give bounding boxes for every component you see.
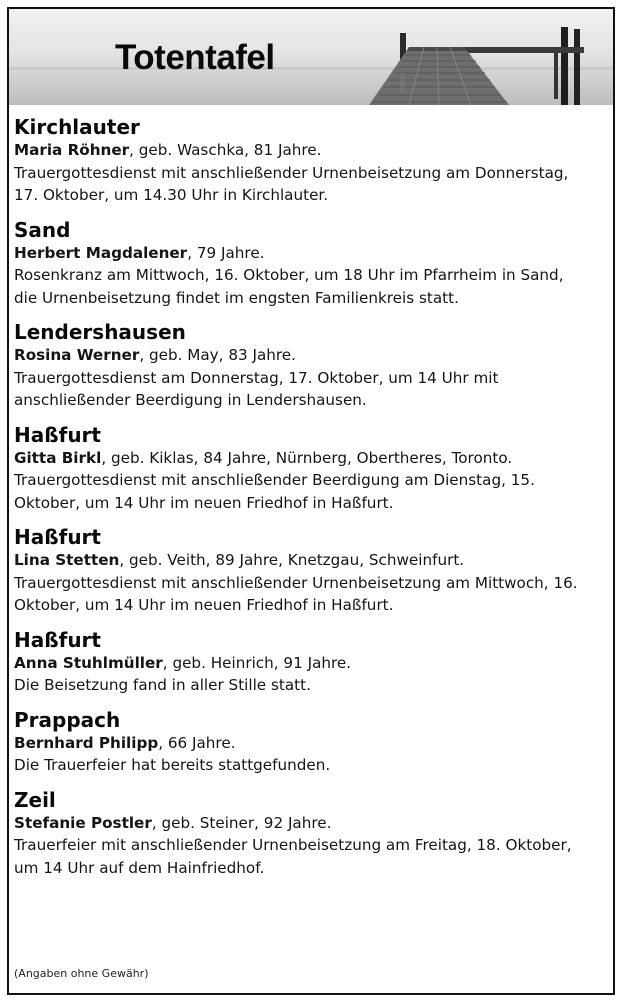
place-heading: Prappach <box>14 707 121 732</box>
obituary-entry <box>14 525 610 617</box>
obituary-entry <box>14 628 610 697</box>
service-info: die Urnenbeisetzung findet im engsten Familienkreis statt. <box>14 288 459 307</box>
obituary-entry <box>14 115 610 207</box>
service-info: Trauergottesdienst mit anschließender Beerdigung am Dienstag, 15. <box>14 471 535 489</box>
obituary-entry <box>14 218 610 310</box>
service-info: Trauergottesdienst mit anschließender Urnenbeisetzung am Mittwoch, 16. <box>14 573 578 592</box>
place-heading: Kirchlauter <box>14 115 140 139</box>
person-details: , geb. Waschka, 81 Jahre. <box>129 141 322 159</box>
person-name: Rosina Werner <box>14 346 140 364</box>
person-line <box>14 812 610 835</box>
person-name: Bernhard Philipp <box>14 733 159 752</box>
obituary-entry <box>14 788 610 880</box>
service-info: Oktober, um 14 Uhr im neuen Friedhof in Haßfurt. <box>14 493 394 512</box>
place-heading: Haßfurt <box>14 525 101 549</box>
person-line <box>14 139 610 162</box>
obituary-entry <box>14 708 610 777</box>
service-info: um 14 Uhr auf dem Hainfriedhof. <box>14 858 265 877</box>
lake-jetty-photo <box>9 9 613 105</box>
obituary-board <box>7 7 615 995</box>
person-details: , geb. Kiklas, 84 Jahre, Nürnberg, Obertheres, Toronto. <box>101 448 513 467</box>
place-heading: Zeil <box>14 787 56 812</box>
person-name: Gitta Birkl <box>14 448 102 467</box>
place-heading: Haßfurt <box>14 422 101 447</box>
person-details: , geb. Steiner, 92 Jahre. <box>151 813 332 832</box>
person-details: , 66 Jahre. <box>158 733 236 752</box>
service-info: Trauergottesdienst mit anschließender Urnenbeisetzung am Donnerstag, <box>14 163 569 182</box>
place-heading: Haßfurt <box>14 627 101 652</box>
person-name: Stefanie Postler <box>14 813 152 832</box>
person-line <box>14 732 610 755</box>
obituary-list <box>14 115 610 890</box>
person-name: Lina Stetten <box>14 551 120 569</box>
place-heading: Lendershausen <box>14 320 186 344</box>
service-info: Die Beisetzung fand in aller Stille statt. <box>14 676 311 694</box>
service-info: Trauerfeier mit anschließender Urnenbeisetzung am Freitag, 18. Oktober, <box>14 836 572 854</box>
page-title: Totentafel <box>115 38 275 77</box>
service-info: 17. Oktober, um 14.30 Uhr in Kirchlauter. <box>14 186 329 204</box>
person-line <box>14 652 610 675</box>
header-banner <box>9 9 613 105</box>
place-heading: Sand <box>14 217 71 242</box>
person-name: Maria Röhner <box>14 141 130 159</box>
service-info: Die Trauerfeier hat bereits stattgefunden. <box>14 756 331 774</box>
person-line <box>14 447 610 470</box>
person-line <box>14 549 610 572</box>
person-details: , 79 Jahre. <box>187 243 265 262</box>
service-info: Trauergottesdienst am Donnerstag, 17. Oktober, um 14 Uhr mit <box>14 368 499 387</box>
person-details: , geb. Heinrich, 91 Jahre. <box>162 653 352 672</box>
person-name: Herbert Magdalener <box>14 243 188 262</box>
obituary-entry <box>14 320 610 412</box>
service-info: Rosenkranz am Mittwoch, 16. Oktober, um 18 Uhr im Pfarrheim in Sand, <box>14 266 564 284</box>
person-line <box>14 344 610 367</box>
person-name: Anna Stuhlmüller <box>14 653 163 672</box>
obituary-entry <box>14 423 610 515</box>
person-details: , geb. Veith, 89 Jahre, Knetzgau, Schweinfurt. <box>119 551 465 569</box>
person-line <box>14 242 610 265</box>
service-info: anschließender Beerdigung in Lendershausen. <box>14 391 367 409</box>
disclaimer-note: (Angaben ohne Gewähr) <box>14 967 149 980</box>
service-info: Oktober, um 14 Uhr im neuen Friedhof in Haßfurt. <box>14 596 394 614</box>
person-details: , geb. May, 83 Jahre. <box>139 346 296 364</box>
